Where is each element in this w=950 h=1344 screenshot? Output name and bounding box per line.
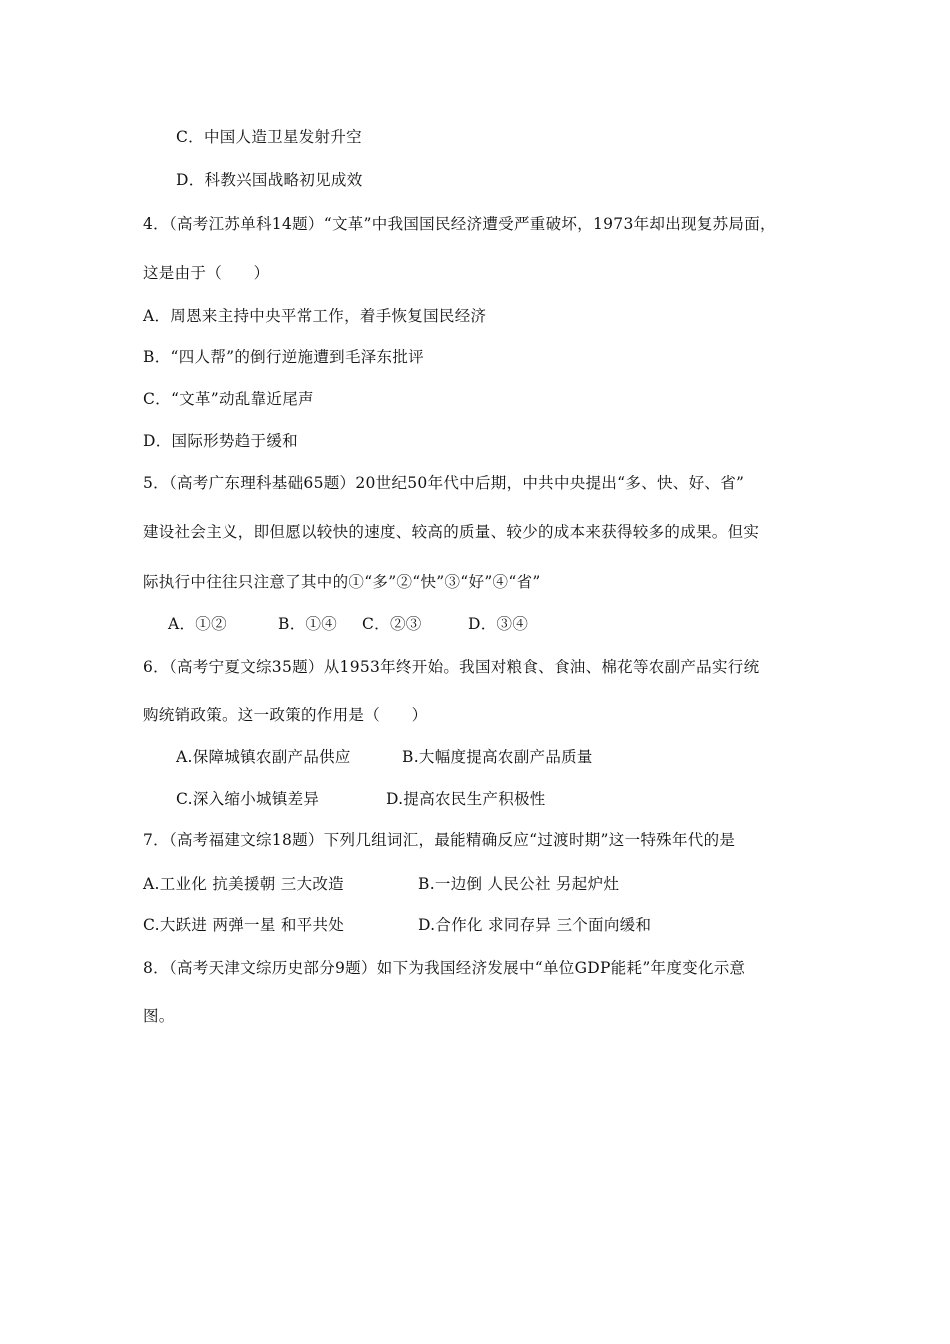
q5-stem-line1: 5．（高考广东理科基础65题）20世纪50年代中后期，中共中央提出“多、快、好、省”: [143, 474, 745, 492]
q6-stem-line2: 购统销政策。这一政策的作用是（ ）: [143, 706, 428, 724]
q6-option-b: B.大幅度提高农副产品质量: [402, 748, 593, 766]
q5-stem-line3: 际执行中往往只注意了其中的①“多”②“快”③“好”④“省”: [143, 573, 541, 591]
q4-stem-line1: 4．（高考江苏单科14题）“文革”中我国国民经济遭受严重破坏，1973年却出现复苏局面，: [143, 215, 776, 233]
q3-option-d: D．科教兴国战略初见成效: [176, 171, 363, 189]
q3-option-c: C．中国人造卫星发射升空: [176, 128, 362, 146]
q4-stem-line2: 这是由于（ ）: [143, 264, 270, 282]
q7-stem-line1: 7．（高考福建文综18题）下列几组词汇，最能精确反应“过渡时期”这一特殊年代的是: [143, 831, 736, 849]
q6-option-c: C.深入缩小城镇差异: [176, 790, 320, 808]
q5-stem-line2: 建设社会主义，即但愿以较快的速度、较高的质量、较少的成本来获得较多的成果。但实: [143, 523, 760, 541]
q5-option-b: B．①④: [278, 615, 338, 633]
q4-option-d: D．国际形势趋于缓和: [143, 432, 298, 450]
q8-stem-line1: 8．（高考天津文综历史部分9题）如下为我国经济发展中“单位GDP能耗”年度变化示意: [143, 959, 746, 977]
q5-option-c: C．②③: [362, 615, 422, 633]
q6-stem-line1: 6．（高考宁夏文综35题）从1953年终开始。我国对粮食、食油、棉花等农副产品实行统: [143, 658, 760, 676]
q5-option-a: A．①②: [168, 615, 227, 633]
q7-option-d: D.合作化 求同存异 三个面向缓和: [418, 916, 652, 934]
q7-option-c: C.大跃进 两弹一星 和平共处: [143, 916, 345, 934]
q7-option-b: B.一边倒 人民公社 另起炉灶: [418, 875, 620, 893]
q4-option-c: C．“文革”动乱靠近尾声: [143, 390, 314, 408]
q8-stem-line2: 图。: [143, 1007, 175, 1025]
q7-option-a: A.工业化 抗美援朝 三大改造: [143, 875, 344, 893]
q4-option-a: A．周恩来主持中央平常工作，着手恢复国民经济: [143, 307, 487, 325]
q4-option-b: B．“四人帮”的倒行逆施遭到毛泽东批评: [143, 348, 424, 366]
q5-option-d: D．③④: [468, 615, 529, 633]
q6-option-d: D.提高农民生产积极性: [386, 790, 546, 808]
q6-option-a: A.保障城镇农副产品供应: [176, 748, 351, 766]
